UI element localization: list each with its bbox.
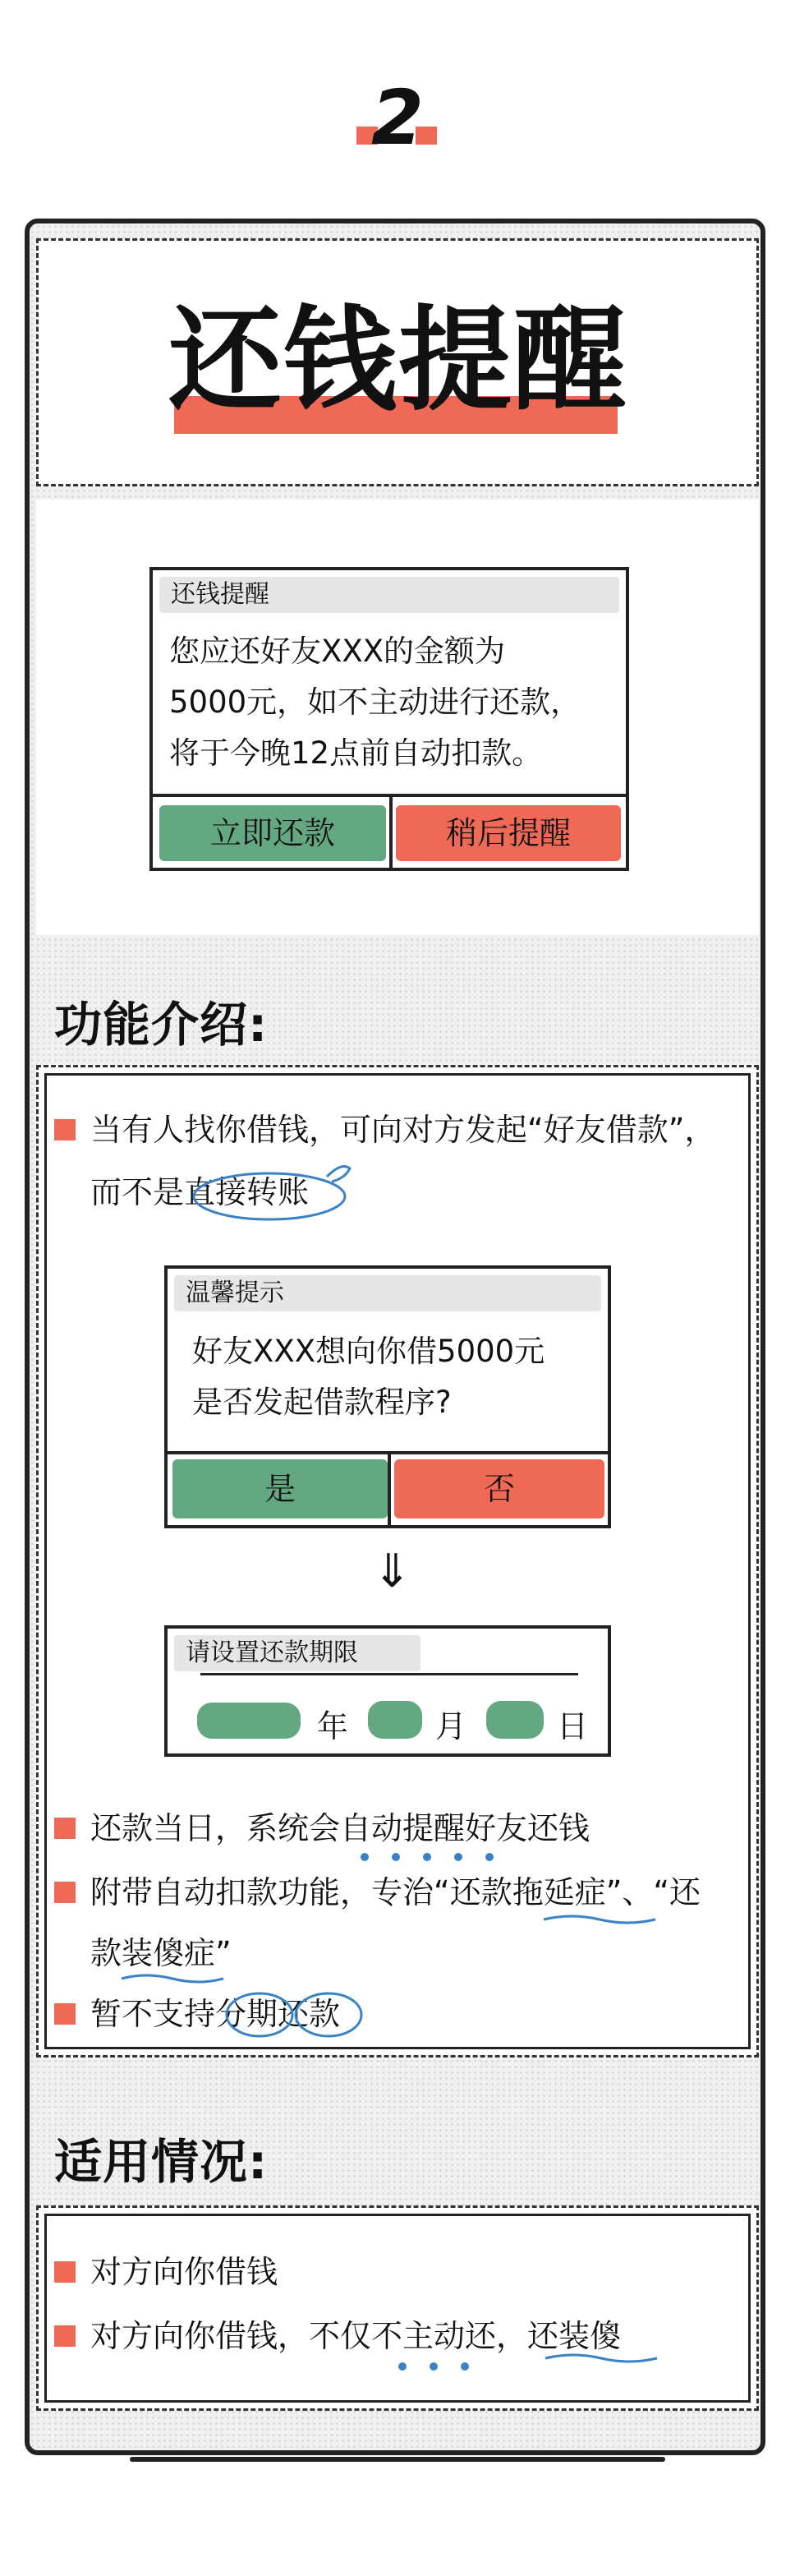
emphasis-dots (391, 2360, 498, 2376)
feature-1-line-2: 而不是直接转账 (90, 1174, 310, 1210)
tip-dialog-header: 温馨提示 (174, 1275, 601, 1311)
bullet-marker (54, 1119, 76, 1141)
page-title (164, 288, 632, 452)
no-button[interactable]: 否 (394, 1459, 604, 1518)
deadline-dialog-header: 请设置还款期限 (174, 1635, 420, 1671)
year-label: 年 (317, 1708, 349, 1744)
bottom-rule (130, 2457, 665, 2462)
month-label: 月 (435, 1708, 467, 1744)
remind-later-button[interactable]: 稍后提醒 (396, 805, 621, 861)
scribble-circle (187, 1152, 368, 1234)
tip-button-divider (388, 1451, 391, 1525)
underline-scribble (542, 1915, 657, 1924)
features-heading: 功能介绍: (54, 997, 269, 1053)
scribble-circle (220, 1988, 384, 2041)
reminder-dialog-header: 还钱提醒 (159, 577, 619, 613)
feature-3-line-2: 款装傻症” (90, 1935, 232, 1971)
day-label: 日 (557, 1708, 589, 1744)
reminder-line-3: 将于今晚12点前自动扣款。 (169, 735, 543, 771)
tip-dialog (164, 1265, 611, 1528)
yes-button[interactable]: 是 (172, 1459, 388, 1518)
feature-4-line-1: 暂不支持分期还款 (90, 1996, 341, 2032)
tip-line-2: 是否发起借款程序? (192, 1385, 452, 1420)
reminder-dialog (149, 567, 629, 871)
applicable-heading: 适用情况: (54, 2134, 269, 2190)
step-number (356, 74, 439, 162)
applicable-item-1: 对方向你借钱 (90, 2254, 278, 2290)
reminder-dialog-body (169, 626, 581, 779)
bullet-marker (54, 2325, 76, 2347)
page-title-text: 还钱提醒 (168, 294, 628, 426)
reminder-line-1: 您应还好友XXX的金额为 (169, 634, 506, 669)
feature-2-line-1: 还款当日，系统会自动提醒好友还钱 (90, 1810, 591, 1846)
applicable-item-2: 对方向你借钱，不仅不主动还，还装傻 (90, 2318, 622, 2354)
deadline-dialog (164, 1625, 611, 1757)
down-arrow-icon: ⇓ (373, 1545, 411, 1598)
bullet-marker (54, 1818, 76, 1839)
underline-scribble (544, 2353, 659, 2363)
bullet-marker (54, 2003, 76, 2025)
day-input[interactable] (486, 1701, 544, 1739)
month-input[interactable] (368, 1701, 422, 1739)
feature-1-line-1: 当有人找你借钱，可向对方发起“好友借款”， (90, 1112, 716, 1148)
year-input[interactable] (197, 1703, 301, 1739)
tip-dialog-body (192, 1326, 545, 1428)
deadline-underline (200, 1673, 578, 1675)
feature-3-line-1: 附带自动扣款功能，专治“还款拖延症”、“还 (90, 1874, 701, 1910)
pay-now-button[interactable]: 立即还款 (159, 805, 386, 861)
reminder-button-divider (389, 794, 393, 868)
emphasis-dots (353, 1850, 534, 1867)
tip-line-1: 好友XXX想向你借5000元 (192, 1334, 545, 1369)
bullet-marker (54, 2261, 76, 2283)
bullet-marker (54, 1882, 76, 1903)
step-number-text: 2 (371, 74, 425, 162)
reminder-line-2: 5000元，如不主动进行还款， (169, 684, 581, 720)
underline-scribble (120, 1974, 227, 1984)
